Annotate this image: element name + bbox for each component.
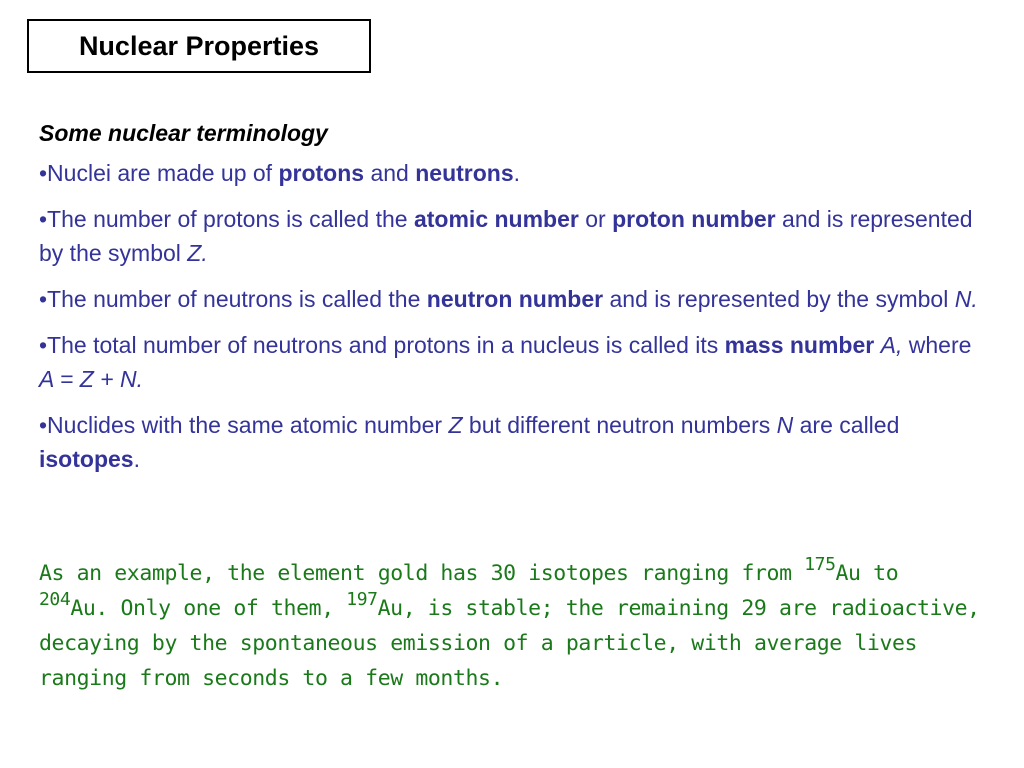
bullet-neutron-number xyxy=(39,282,989,316)
text: and is represented by the symbol xyxy=(603,286,955,312)
text: or xyxy=(578,206,613,232)
text: and xyxy=(364,160,416,186)
page-title: Nuclear Properties xyxy=(78,30,320,61)
mass-number-superscript: 175 xyxy=(804,554,836,575)
equation-a-z-n: A = Z + N. xyxy=(39,366,143,392)
text: •The total number of neutrons and protons in a nucleus is called its xyxy=(39,332,725,358)
text: •The number of neutrons is called the xyxy=(39,286,427,312)
text: As an example, the element gold has 30 isotopes ranging from xyxy=(39,561,805,586)
symbol-n: N xyxy=(776,412,794,438)
text: are called xyxy=(793,412,900,438)
keyword-proton-number: proton number xyxy=(612,206,776,232)
keyword-isotopes: isotopes xyxy=(39,446,134,472)
bullet-nuclei xyxy=(39,156,989,190)
text: Au. Only one of them, xyxy=(70,596,347,621)
bullet-mass-number xyxy=(39,328,989,396)
title-box xyxy=(27,19,371,73)
text: Au to xyxy=(835,561,899,586)
keyword-atomic-number: atomic number xyxy=(413,206,579,232)
mass-number-superscript: 197 xyxy=(346,589,378,610)
text: where xyxy=(902,332,972,358)
text: . xyxy=(513,160,521,186)
keyword-neutrons: neutrons xyxy=(415,160,514,186)
symbol-n: N. xyxy=(954,286,978,312)
section-heading: Some nuclear terminology xyxy=(39,120,328,146)
symbol-z: Z. xyxy=(187,240,208,266)
keyword-protons: protons xyxy=(278,160,365,186)
text: . xyxy=(133,446,140,472)
symbol-a: A, xyxy=(880,332,903,358)
text: but different neutron numbers xyxy=(462,412,777,438)
mass-number-superscript: 204 xyxy=(39,589,71,610)
content-area xyxy=(39,116,989,488)
gold-isotope-example xyxy=(39,556,999,696)
bullet-atomic-number xyxy=(39,202,989,270)
text: •The number of protons is called the xyxy=(39,206,414,232)
text: and is represented by the symbol xyxy=(39,206,973,266)
bullet-isotopes xyxy=(39,408,989,476)
keyword-neutron-number: neutron number xyxy=(426,286,604,312)
symbol-z: Z xyxy=(448,412,463,438)
text: Au, is stable; the remaining 29 are radioactive, decaying by the spontaneous emission of a particle, with average lives ranging from seconds to a few months. xyxy=(39,596,980,691)
text: •Nuclides with the same atomic number xyxy=(39,412,449,438)
keyword-mass-number: mass number xyxy=(724,332,875,358)
text: •Nuclei are made up of xyxy=(39,160,279,186)
